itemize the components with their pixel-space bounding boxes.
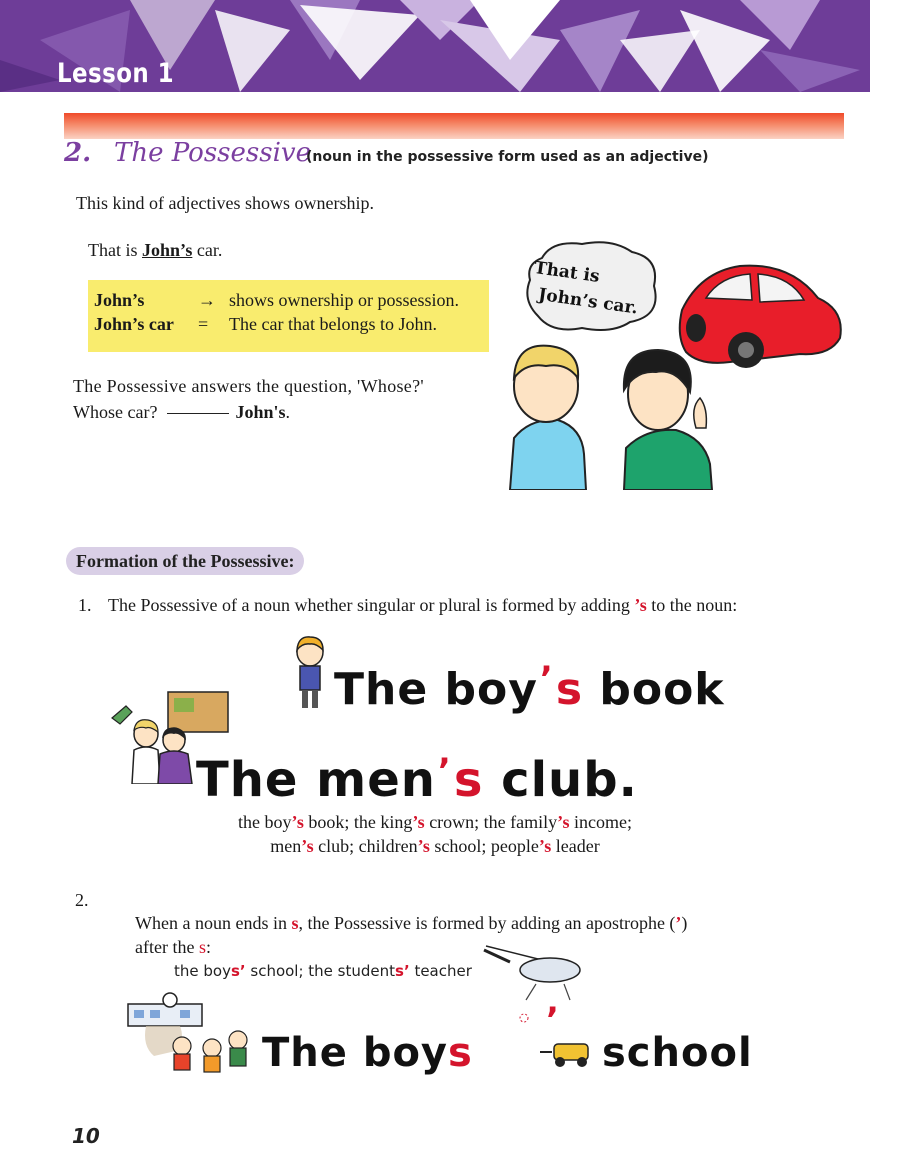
whose-question: Whose car? (73, 402, 158, 422)
page-number: 10 (72, 1124, 100, 1148)
example-mark: ’s (291, 812, 304, 832)
equals-icon: = (198, 314, 209, 334)
definition-meaning: shows ownership or possession. (229, 290, 460, 310)
example-sentence (88, 240, 222, 261)
example-mark: ’s (557, 812, 570, 832)
big-phrase-apostrophe: ’ (539, 659, 554, 699)
examples-2 (174, 962, 472, 980)
big-phrase-s: s (448, 1030, 473, 1076)
big-phrase-after: book (583, 664, 725, 715)
example-text: school; people (429, 836, 539, 856)
section-title: The Possessive (114, 138, 311, 168)
big-phrase-before: The boy (334, 664, 538, 715)
big-phrase-after: club. (483, 752, 638, 808)
big-phrase-s: s (453, 752, 484, 808)
rule-line2-before: after the (135, 937, 199, 957)
dark-haired-boy-icon (624, 350, 712, 490)
definition-meaning: The car that belongs to John. (229, 314, 437, 334)
example-text: the boy (174, 962, 231, 980)
intro-text: This kind of adjectives shows ownership. (76, 193, 374, 213)
example-text: book; the king (303, 812, 413, 832)
big-phrase-before: The boy (262, 1030, 449, 1076)
rule-s-mark: s (291, 913, 299, 933)
big-phrase-before: The men (196, 752, 436, 808)
example-bold: John’s (142, 240, 193, 260)
rule-mark: ’s (634, 595, 647, 615)
example-mark: s’ (395, 962, 410, 980)
rule-text-after: to the noun: (646, 595, 738, 615)
rule-apostrophe: ’ (675, 913, 682, 933)
definition-term: John’s (94, 290, 145, 310)
speech-line-2: John’s car. (537, 284, 640, 319)
helicopter-icon (480, 940, 586, 1034)
section-number: 2. (64, 138, 92, 168)
examples-1 (140, 810, 730, 858)
example-mark: ’s (301, 836, 314, 856)
section-subtitle: (noun in the possessive form used as an adjective) (306, 149, 709, 165)
example-prefix: That is (88, 240, 142, 260)
definition-term: John’s car (94, 314, 174, 334)
rule-text (135, 911, 775, 959)
boy-reading-icon (292, 634, 328, 712)
school-and-kids-illustration (124, 990, 262, 1082)
example-text: men (270, 836, 302, 856)
rule-line2-end: : (205, 937, 211, 957)
example-text: teacher (409, 962, 472, 980)
definition-box (88, 280, 489, 352)
speech-line-1: That is (532, 257, 601, 287)
rule-text-end: ) (681, 913, 688, 933)
boys-and-car-illustration (500, 258, 850, 490)
rule-1 (78, 595, 738, 616)
rule-text-mid: , the Possessive is formed by adding an apostrophe ( (298, 913, 676, 933)
rule-2 (75, 890, 775, 957)
rule-line2-s: s (198, 937, 206, 957)
rule-text-before: The Possessive of a noun whether singular or plural is formed by adding (108, 595, 635, 615)
big-phrase-mens-club (196, 752, 638, 808)
toy-car-icon (540, 1034, 598, 1070)
example-text: club; children (313, 836, 418, 856)
question-line: The Possessive answers the question, 'Whose?' (73, 376, 424, 396)
examples-1-line-1 (140, 810, 730, 834)
lesson-title: Lesson 1 (57, 58, 174, 89)
examples-1-line-2 (140, 834, 730, 858)
example-mark: s’ (230, 962, 246, 980)
rule-text-before: When a noun ends in (135, 913, 292, 933)
big-phrase-school-word: school (602, 1030, 753, 1076)
formation-heading: Formation of the Possessive: (66, 547, 304, 575)
answer-dash (167, 413, 229, 414)
example-mark: ’s (412, 812, 425, 832)
example-suffix: car. (192, 240, 223, 260)
whose-answer: John's (235, 402, 286, 422)
example-text: the boy (238, 812, 292, 832)
red-car-icon (680, 266, 841, 368)
whose-line (73, 402, 290, 423)
big-phrase-boys-book (334, 659, 725, 715)
big-phrase-s: s (555, 664, 584, 715)
rule-number: 1. (78, 595, 92, 615)
blond-boy-icon (510, 346, 586, 490)
example-mark: ’s (538, 836, 552, 856)
example-text: income; (569, 812, 632, 832)
section-gradient-bar (64, 113, 844, 139)
big-phrase-apostrophe: ’ (546, 1000, 560, 1040)
example-text: leader (551, 836, 600, 856)
rule-text (108, 595, 737, 616)
example-text: school; the student (245, 962, 396, 980)
big-phrase-apostrophe: ’ (437, 751, 452, 791)
big-phrase-boys-school (262, 1000, 560, 1076)
example-mark: ’s (417, 836, 430, 856)
example-text: crown; the family (424, 812, 558, 832)
rule-number: 2. (75, 890, 89, 910)
whose-end: . (285, 402, 290, 422)
arrow-icon: → (198, 290, 216, 310)
